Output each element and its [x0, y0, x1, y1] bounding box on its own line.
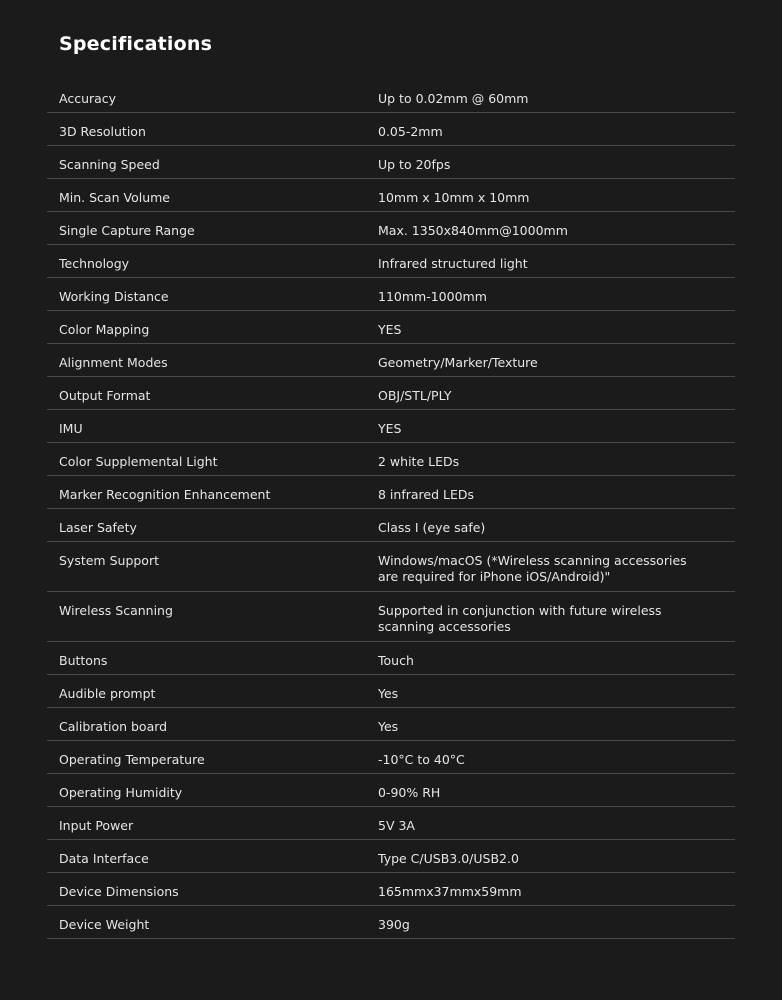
spec-value: Infrared structured light [378, 256, 528, 271]
spec-label: Working Distance [59, 289, 169, 304]
spec-value: OBJ/STL/PLY [378, 388, 452, 403]
spec-row-buttons [47, 642, 735, 675]
spec-value: Class I (eye safe) [378, 520, 486, 535]
spec-label: Alignment Modes [59, 355, 168, 370]
spec-row-marker-recognition-enhancement [47, 476, 735, 509]
spec-label: Data Interface [59, 851, 149, 866]
spec-label: Single Capture Range [59, 223, 195, 238]
spec-label: Audible prompt [59, 686, 156, 701]
spec-value: Up to 0.02mm @ 60mm [378, 91, 529, 106]
spec-value: 165mmx37mmx59mm [378, 884, 522, 899]
spec-row-calibration-board [47, 708, 735, 741]
spec-label: Input Power [59, 818, 134, 833]
spec-label: Min. Scan Volume [59, 190, 170, 205]
spec-value: Windows/macOS (*Wireless scanning accessories are required for iPhone iOS/Android)" [378, 553, 687, 584]
spec-label: Technology [59, 256, 130, 271]
spec-value: YES [378, 322, 402, 337]
spec-label: Scanning Speed [59, 157, 160, 172]
spec-label: Marker Recognition Enhancement [59, 487, 271, 502]
spec-label: Color Supplemental Light [59, 454, 218, 469]
spec-label: IMU [59, 421, 83, 436]
spec-row-alignment-modes [47, 344, 735, 377]
spec-label: Operating Temperature [59, 752, 205, 767]
spec-value: YES [378, 421, 402, 436]
spec-label: Operating Humidity [59, 785, 183, 800]
spec-value: Yes [378, 686, 399, 701]
spec-value: 390g [378, 917, 410, 932]
spec-label: Output Format [59, 388, 151, 403]
spec-row-single-capture-range [47, 212, 735, 245]
spec-label: 3D Resolution [59, 124, 146, 139]
spec-row-operating-humidity [47, 774, 735, 807]
spec-row-device-dimensions [47, 873, 735, 906]
spec-row-wireless-scanning [47, 592, 735, 642]
spec-row-technology [47, 245, 735, 278]
spec-value: Touch [378, 653, 414, 668]
spec-value: 8 infrared LEDs [378, 487, 474, 502]
page-title: Specifications [59, 33, 213, 55]
spec-label: Device Weight [59, 917, 150, 932]
spec-value: 0-90% RH [378, 785, 441, 800]
spec-value: 5V 3A [378, 818, 415, 833]
spec-row-laser-safety [47, 509, 735, 542]
spec-row-input-power [47, 807, 735, 840]
spec-row-data-interface [47, 840, 735, 873]
spec-label: System Support [59, 553, 159, 568]
spec-value: 0.05-2mm [378, 124, 443, 139]
spec-value: Supported in conjunction with future wireless scanning accessories [378, 603, 662, 634]
spec-value: Up to 20fps [378, 157, 451, 172]
spec-row-color-mapping [47, 311, 735, 344]
spec-value: Yes [378, 719, 399, 734]
spec-value: 10mm x 10mm x 10mm [378, 190, 530, 205]
spec-table [47, 80, 735, 939]
spec-label: Buttons [59, 653, 108, 668]
spec-row-imu [47, 410, 735, 443]
spec-value: 2 white LEDs [378, 454, 460, 469]
spec-row-output-format [47, 377, 735, 410]
spec-row-operating-temperature [47, 741, 735, 774]
spec-row-color-supplemental-light [47, 443, 735, 476]
spec-row-working-distance [47, 278, 735, 311]
spec-row-min-scan-volume [47, 179, 735, 212]
spec-value: Type C/USB3.0/USB2.0 [378, 851, 519, 866]
spec-label: Calibration board [59, 719, 168, 734]
spec-label: Wireless Scanning [59, 603, 173, 618]
spec-label: Device Dimensions [59, 884, 179, 899]
spec-row-accuracy [47, 80, 735, 113]
spec-row-device-weight [47, 906, 735, 939]
spec-value: -10°C to 40°C [378, 752, 465, 767]
spec-row-scanning-speed [47, 146, 735, 179]
spec-label: Accuracy [59, 91, 117, 106]
spec-value: Max. 1350x840mm@1000mm [378, 223, 568, 238]
spec-value: 110mm-1000mm [378, 289, 487, 304]
spec-value: Geometry/Marker/Texture [378, 355, 538, 370]
spec-label: Laser Safety [59, 520, 137, 535]
spec-row-3d-resolution [47, 113, 735, 146]
spec-label: Color Mapping [59, 322, 150, 337]
spec-row-audible-prompt [47, 675, 735, 708]
spec-row-system-support [47, 542, 735, 592]
